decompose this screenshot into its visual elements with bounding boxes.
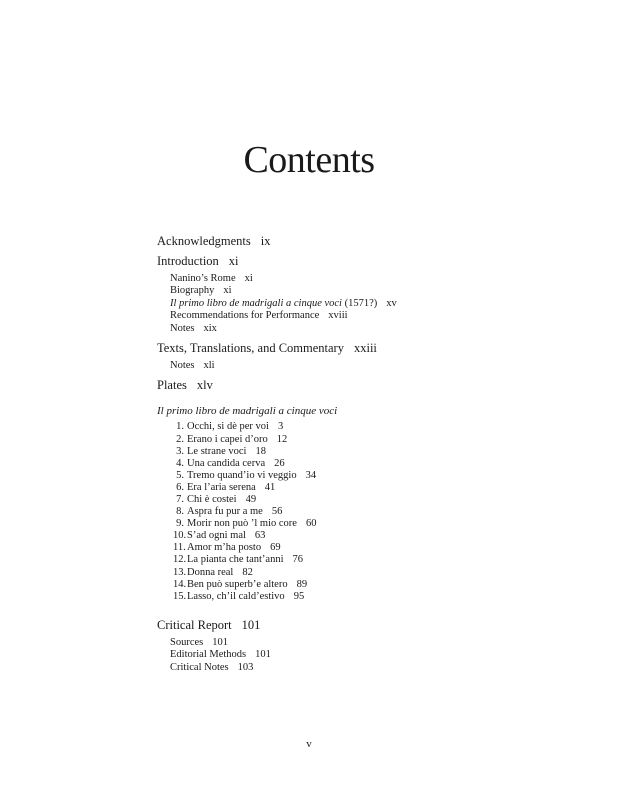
song-title: Chi è costei [187,494,237,505]
song-page: 82 [242,566,253,578]
toc-subentry-editorial-methods[interactable] [157,649,577,661]
toc-entry-label: Critical Notes [170,661,229,673]
song-page: 12 [276,433,288,445]
song-number: 15. [173,590,187,602]
toc-subentry-texts-notes[interactable] [157,360,577,372]
toc-entry-page: xix [203,322,217,334]
toc-song-entry[interactable] [157,554,577,566]
song-title: Era l’aria serena [187,481,256,493]
toc-entry-label: Notes [170,360,195,372]
toc-entry-page: 103 [237,661,254,673]
toc-song-entry[interactable] [157,458,577,470]
toc-entry-label-italic: Il primo libro de madrigali a cinque voci [170,297,342,309]
song-number: 6. [176,481,184,493]
song-title: Una candida cerva [187,457,266,469]
song-page: 60 [305,518,317,530]
toc-entry-page: xxiii [353,341,377,356]
toc-entry-page: xlv [196,378,213,393]
toc-subentry-naninos-rome[interactable] [157,273,577,285]
toc-entry-label: Sources [170,636,204,648]
song-number: 8. [176,506,184,518]
page-number: v [306,738,312,750]
song-title: Tremo quand’io vi veggio [187,469,297,481]
toc-entry-page: xi [244,273,253,284]
toc-song-entry[interactable] [157,446,577,458]
song-title: Occhi, si dè per voi [187,421,269,433]
toc-entry-label: Texts, Translations, and Commentary [157,341,344,356]
toc-song-entry[interactable] [157,421,577,433]
song-title: Aspra fu pur a me [187,506,263,518]
toc-entry-plates[interactable] [157,377,577,394]
toc-subentry-biography[interactable] [157,285,577,297]
toc-subentry-notes[interactable] [157,323,577,335]
song-page: 49 [245,494,257,505]
song-page: 69 [270,542,281,554]
song-page: 18 [255,445,266,457]
toc-song-entry[interactable] [157,542,577,554]
toc-entry-texts[interactable] [157,340,577,357]
toc-entry-page: 101 [212,636,228,648]
song-number: 3. [176,445,184,457]
song-title: S’ad ogni mal [187,530,246,542]
page-title: Contents [243,139,375,181]
song-page: 26 [274,457,285,469]
song-page: 56 [271,506,283,518]
song-number: 12. [173,554,187,566]
toc-subentry-critical-notes[interactable] [157,662,577,674]
toc-song-entry[interactable] [157,518,577,530]
toc-entry-label: Critical Report [157,617,232,632]
toc-entry-acknowledgments[interactable] [157,233,577,250]
toc-entry-label: Nanino’s Rome [170,273,236,284]
toc-song-entry[interactable] [157,530,577,542]
toc-entry-label-suffix: (1571?) [341,297,378,309]
song-number: 13. [173,566,187,578]
song-number: 7. [176,494,184,505]
song-title: Donna real [187,566,234,578]
toc-song-entry[interactable] [157,579,577,591]
toc-entry-label: Biography [170,285,215,297]
song-title: La pianta che tant’anni [187,554,284,566]
table-of-contents [157,233,577,674]
song-number: 14. [173,578,187,590]
toc-entry-page: xviii [328,310,348,322]
song-page: 89 [296,578,308,590]
toc-song-entry[interactable] [157,482,577,494]
song-title: Amor m’ha posto [187,542,262,554]
toc-entry-page: xli [203,360,215,372]
song-list [157,421,577,602]
toc-entry-label: Notes [170,322,195,334]
song-title: Morir non può ’l mio core [187,518,297,530]
song-number: 4. [176,457,184,469]
song-title: Ben può superb’e altero [187,578,288,590]
song-title: Lasso, ch’il cald’estivo [187,590,285,602]
toc-entry-page: xv [386,297,397,309]
toc-entry-label: Recommendations for Performance [170,310,320,322]
toc-entry-label: Plates [157,378,187,393]
toc-entry-label: Introduction [157,254,219,268]
toc-subentry-sources[interactable] [157,637,577,649]
song-number: 2. [176,433,184,445]
toc-subentry-recommendations[interactable] [157,310,577,322]
song-page: 34 [305,469,317,481]
song-page: 95 [293,590,305,602]
song-number: 9. [176,518,184,530]
song-page: 3 [277,421,284,433]
toc-song-entry[interactable] [157,567,577,579]
toc-song-entry[interactable] [157,494,577,506]
book-title-heading: Il primo libro de madrigali a cinque voci [157,405,338,418]
toc-song-entry[interactable] [157,506,577,518]
toc-song-entry[interactable] [157,591,577,603]
toc-entry-page: ix [260,234,271,248]
toc-entry-introduction[interactable] [157,253,577,270]
toc-entry-label: Acknowledgments [157,234,251,248]
toc-entry-label: Editorial Methods [170,649,247,661]
song-page: 41 [264,481,276,493]
toc-entry-critical-report[interactable] [157,617,577,634]
song-page: 63 [254,530,266,542]
toc-entry-page: 101 [255,649,271,661]
song-number: 10. [173,530,187,542]
song-number: 11. [173,542,186,554]
toc-subentry-primo-libro[interactable] [157,298,577,310]
song-title: Erano i capei d’oro [187,433,268,445]
toc-entry-page: xi [223,285,232,297]
toc-entry-page: xi [228,254,239,268]
song-number: 1. [176,421,184,433]
toc-song-entry[interactable] [157,470,577,482]
toc-song-entry[interactable] [157,434,577,446]
song-title: Le strane voci [187,445,247,457]
song-number: 5. [176,469,184,481]
toc-entry-page: 101 [241,617,261,632]
song-page: 76 [292,554,303,566]
